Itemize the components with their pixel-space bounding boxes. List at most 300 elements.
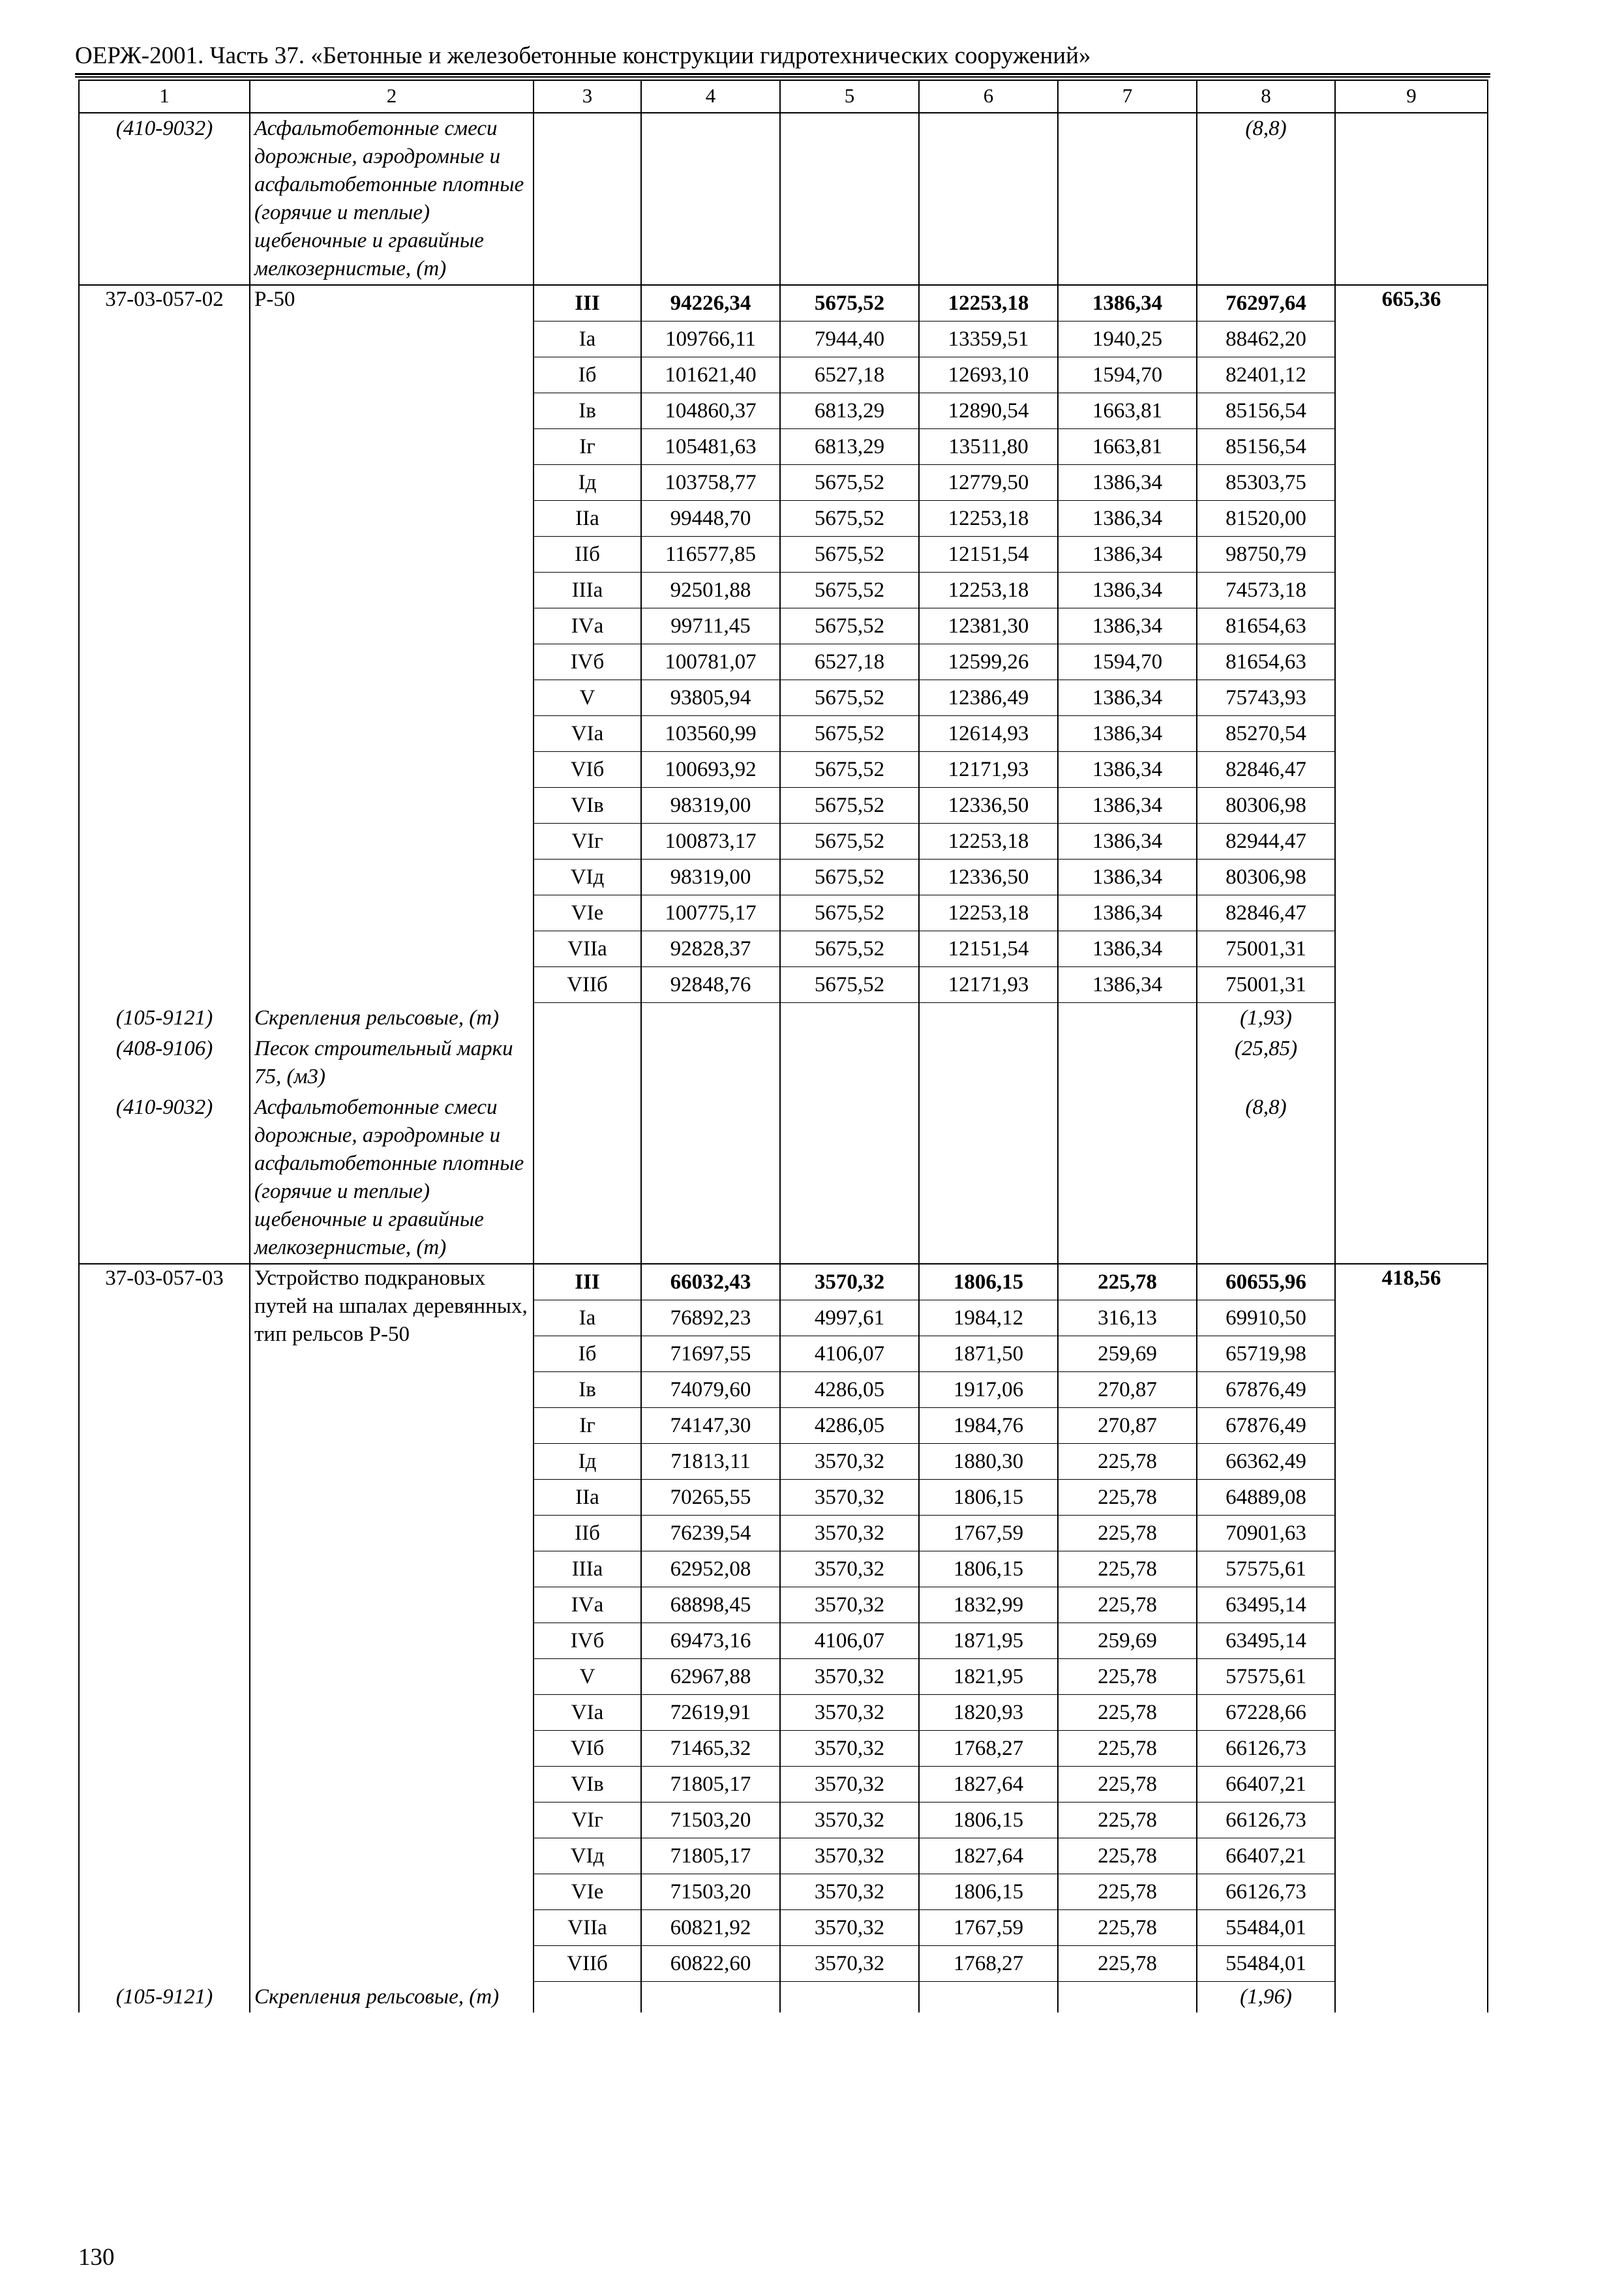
resource-quantity: (8,8) [1197,113,1335,285]
rates-table [78,80,1488,2012]
rate-value: 3570,32 [780,1910,919,1946]
zone-code: V [534,680,641,716]
zone-code: VIа [534,716,641,752]
rate-value: 12779,50 [919,465,1058,501]
rate-value: 1386,34 [1058,608,1197,644]
rate-value: 3570,32 [780,1731,919,1767]
zone-code: VIIа [534,931,641,967]
rate-value: 63495,14 [1197,1587,1335,1623]
rate-value: 66126,73 [1197,1874,1335,1910]
rate-value: 94226,34 [641,285,780,322]
column-number: 8 [1197,80,1335,113]
rate-value: 225,78 [1058,1874,1197,1910]
zone-code: VIг [534,1803,641,1838]
rate-value: 316,13 [1058,1300,1197,1336]
empty-cell [641,1092,780,1264]
rate-value: 7944,40 [780,322,919,357]
rate-value: 4286,05 [780,1372,919,1408]
rate-value: 5675,52 [780,285,919,322]
rate-value: 1767,59 [919,1910,1058,1946]
empty-cell [1058,1982,1197,2013]
rate-value: 1386,34 [1058,501,1197,537]
rate-value: 98319,00 [641,788,780,824]
rate-value: 259,69 [1058,1336,1197,1372]
rate-value: 1663,81 [1058,429,1197,465]
column-number: 9 [1335,80,1488,113]
rate-row [79,1264,1488,1300]
rate-value: 5675,52 [780,573,919,608]
rate-value: 1386,34 [1058,788,1197,824]
rate-value: 71813,11 [641,1444,780,1480]
rate-value: 69473,16 [641,1623,780,1659]
zone-code: IVб [534,644,641,680]
rate-value: 80306,98 [1197,788,1335,824]
rate-value: 5675,52 [780,465,919,501]
zone-code: Iв [534,393,641,429]
rate-value: 99448,70 [641,501,780,537]
rate-value: 81654,63 [1197,608,1335,644]
zone-code: III [534,1264,641,1300]
empty-cell [641,1003,780,1034]
empty-cell [1058,1003,1197,1034]
zone-code: VIIа [534,1910,641,1946]
rate-value: 105481,63 [641,429,780,465]
rate-value: 4106,07 [780,1336,919,1372]
rate-value: 3570,32 [780,1264,919,1300]
rate-value: 12386,49 [919,680,1058,716]
rate-value: 74147,30 [641,1408,780,1444]
column-number: 7 [1058,80,1197,113]
rate-value: 6527,18 [780,644,919,680]
rate-value: 12614,93 [919,716,1058,752]
rate-value: 85156,54 [1197,393,1335,429]
rate-value: 4106,07 [780,1623,919,1659]
zone-code: IIа [534,501,641,537]
zone-code: IIб [534,1516,641,1551]
rate-value: 225,78 [1058,1659,1197,1695]
rate-value: 1806,15 [919,1480,1058,1516]
column-number-row [79,80,1488,113]
rate-value: 6813,29 [780,429,919,465]
resource-quantity: (1,96) [1197,1982,1335,2013]
rate-value: 1984,12 [919,1300,1058,1336]
rate-value: 99711,45 [641,608,780,644]
rate-value: 5675,52 [780,716,919,752]
rate-value: 76239,54 [641,1516,780,1551]
rate-value: 1827,64 [919,1767,1058,1803]
rate-value: 12151,54 [919,537,1058,573]
rate-value: 71805,17 [641,1838,780,1874]
column-number: 3 [534,80,641,113]
rate-value: 76297,64 [1197,285,1335,322]
zone-code: Iб [534,357,641,393]
rate-value: 1594,70 [1058,644,1197,680]
rate-value: 55484,01 [1197,1910,1335,1946]
rate-value: 12253,18 [919,895,1058,931]
rate-value: 88462,20 [1197,322,1335,357]
rate-value: 5675,52 [780,931,919,967]
rate-value: 1386,34 [1058,824,1197,860]
resource-name: Скрепления рельсовые, (т) [250,1982,534,2013]
zone-code: VIд [534,860,641,895]
rate-value: 1386,34 [1058,573,1197,608]
rate-value: 3570,32 [780,1551,919,1587]
rate-value: 70265,55 [641,1480,780,1516]
rate-value: 225,78 [1058,1551,1197,1587]
position-code: 37-03-057-02 [79,285,250,1003]
zone-code: Iв [534,1372,641,1408]
rate-value: 1386,34 [1058,465,1197,501]
zone-code: VIд [534,1838,641,1874]
zone-code: VIб [534,752,641,788]
rate-value: 104860,37 [641,393,780,429]
rate-value: 12381,30 [919,608,1058,644]
rate-value: 66126,73 [1197,1803,1335,1838]
rate-value: 57575,61 [1197,1551,1335,1587]
page-header: ОЕРЖ-2001. Часть 37. «Бетонные и железобетонные конструкции гидротехнических сооружений» [75,42,1091,69]
zone-code: V [534,1659,641,1695]
rate-value: 76892,23 [641,1300,780,1336]
rate-value: 1806,15 [919,1264,1058,1300]
header-rule [75,73,1490,75]
labor-value: 418,56 [1335,1264,1488,1982]
rate-value: 100775,17 [641,895,780,931]
rate-value: 225,78 [1058,1516,1197,1551]
rate-value: 71465,32 [641,1731,780,1767]
rate-value: 75743,93 [1197,680,1335,716]
empty-cell [641,113,780,285]
rate-value: 71503,20 [641,1874,780,1910]
resource-code: (410-9032) [79,1092,250,1264]
rate-value: 60821,92 [641,1910,780,1946]
rate-value: 64889,08 [1197,1480,1335,1516]
rate-value: 1806,15 [919,1551,1058,1587]
rate-value: 98750,79 [1197,537,1335,573]
rate-value: 5675,52 [780,680,919,716]
rate-value: 12336,50 [919,860,1058,895]
rate-value: 12253,18 [919,573,1058,608]
rate-value: 82401,12 [1197,357,1335,393]
rate-value: 67228,66 [1197,1695,1335,1731]
zone-code: Iд [534,1444,641,1480]
rate-value: 5675,52 [780,537,919,573]
zone-code: Iб [534,1336,641,1372]
rate-value: 3570,32 [780,1695,919,1731]
rate-value: 66407,21 [1197,1767,1335,1803]
position-code: 37-03-057-03 [79,1264,250,1982]
rate-value: 1386,34 [1058,716,1197,752]
zone-code: VIе [534,1874,641,1910]
empty-cell [780,1034,919,1092]
resource-row [79,1982,1488,2013]
zone-code: VIа [534,1695,641,1731]
zone-code: IVб [534,1623,641,1659]
rate-value: 5675,52 [780,967,919,1003]
rate-value: 75001,31 [1197,931,1335,967]
rate-value: 12151,54 [919,931,1058,967]
zone-code: IIIа [534,573,641,608]
empty-cell [1335,1982,1488,2013]
rate-value: 1386,34 [1058,860,1197,895]
position-name: Р-50 [250,285,534,1003]
rate-value: 92501,88 [641,573,780,608]
position-name: Устройство подкрановых путей на шпалах деревянных, тип рельсов Р-50 [250,1264,534,1982]
resource-row [79,113,1488,285]
rate-value: 5675,52 [780,788,919,824]
rate-value: 3570,32 [780,1587,919,1623]
rate-value: 116577,85 [641,537,780,573]
rate-value: 1386,34 [1058,537,1197,573]
rate-value: 80306,98 [1197,860,1335,895]
rate-value: 12599,26 [919,644,1058,680]
rate-value: 3570,32 [780,1946,919,1982]
empty-cell [1335,113,1488,285]
rate-value: 1917,06 [919,1372,1058,1408]
resource-code: (105-9121) [79,1003,250,1034]
zone-code: IIIа [534,1551,641,1587]
rate-value: 1386,34 [1058,895,1197,931]
rate-value: 63495,14 [1197,1623,1335,1659]
rate-value: 225,78 [1058,1587,1197,1623]
rate-value: 4286,05 [780,1408,919,1444]
rate-value: 5675,52 [780,752,919,788]
empty-cell [1058,1034,1197,1092]
rate-value: 225,78 [1058,1838,1197,1874]
rate-value: 1768,27 [919,1946,1058,1982]
empty-cell [780,1092,919,1264]
rate-value: 66032,43 [641,1264,780,1300]
rate-value: 225,78 [1058,1264,1197,1300]
empty-cell [534,1003,641,1034]
rate-value: 4997,61 [780,1300,919,1336]
rate-value: 225,78 [1058,1480,1197,1516]
zone-code: Iг [534,1408,641,1444]
zone-code: Iг [534,429,641,465]
rate-value: 1386,34 [1058,967,1197,1003]
rate-value: 65719,98 [1197,1336,1335,1372]
resource-row [79,1092,1488,1264]
rate-value: 1871,50 [919,1336,1058,1372]
rate-value: 1386,34 [1058,680,1197,716]
rate-value: 12693,10 [919,357,1058,393]
resource-quantity: (25,85) [1197,1034,1335,1092]
rate-value: 1806,15 [919,1874,1058,1910]
resource-name: Скрепления рельсовые, (т) [250,1003,534,1034]
resource-name: Песок строительный марки 75, (м3) [250,1034,534,1092]
zone-code: VIг [534,824,641,860]
rate-value: 85270,54 [1197,716,1335,752]
rate-value: 5675,52 [780,501,919,537]
empty-cell [534,1092,641,1264]
empty-cell [534,1982,641,2013]
rate-value: 1386,34 [1058,752,1197,788]
rate-value: 74079,60 [641,1372,780,1408]
zone-code: IVа [534,1587,641,1623]
rate-value: 1940,25 [1058,322,1197,357]
zone-code: IIа [534,1480,641,1516]
rate-value: 3570,32 [780,1659,919,1695]
empty-cell [641,1034,780,1092]
rate-value: 75001,31 [1197,967,1335,1003]
rate-value: 12171,93 [919,752,1058,788]
empty-cell [919,1003,1058,1034]
rate-value: 3570,32 [780,1516,919,1551]
empty-cell [1335,1092,1488,1264]
rate-value: 1827,64 [919,1838,1058,1874]
rate-value: 57575,61 [1197,1659,1335,1695]
rate-value: 60822,60 [641,1946,780,1982]
rate-value: 3570,32 [780,1874,919,1910]
rate-value: 5675,52 [780,860,919,895]
rate-value: 225,78 [1058,1767,1197,1803]
rate-value: 100693,92 [641,752,780,788]
rate-value: 13511,80 [919,429,1058,465]
rate-value: 1594,70 [1058,357,1197,393]
rate-value: 12253,18 [919,824,1058,860]
rate-value: 3570,32 [780,1838,919,1874]
rate-value: 5675,52 [780,895,919,931]
rate-value: 66126,73 [1197,1731,1335,1767]
rate-value: 82846,47 [1197,752,1335,788]
rate-value: 225,78 [1058,1946,1197,1982]
rate-value: 68898,45 [641,1587,780,1623]
rate-value: 1880,30 [919,1444,1058,1480]
empty-cell [1058,1092,1197,1264]
column-number: 6 [919,80,1058,113]
rate-value: 55484,01 [1197,1946,1335,1982]
rate-value: 81520,00 [1197,501,1335,537]
rate-value: 1820,93 [919,1695,1058,1731]
rate-value: 6527,18 [780,357,919,393]
zone-code: IIб [534,537,641,573]
rate-value: 1386,34 [1058,285,1197,322]
rate-value: 3570,32 [780,1803,919,1838]
rate-value: 69910,50 [1197,1300,1335,1336]
zone-code: VIв [534,788,641,824]
zone-code: Iд [534,465,641,501]
rate-value: 3570,32 [780,1767,919,1803]
resource-row [79,1003,1488,1034]
column-number: 4 [641,80,780,113]
empty-cell [1335,1003,1488,1034]
rate-value: 60655,96 [1197,1264,1335,1300]
rate-value: 71503,20 [641,1803,780,1838]
rate-value: 1386,34 [1058,931,1197,967]
zone-code: III [534,285,641,322]
rate-value: 92828,37 [641,931,780,967]
rate-value: 70901,63 [1197,1516,1335,1551]
rate-value: 1832,99 [919,1587,1058,1623]
empty-cell [780,113,919,285]
rate-value: 100781,07 [641,644,780,680]
zone-code: Iа [534,322,641,357]
rate-value: 67876,49 [1197,1372,1335,1408]
rate-value: 109766,11 [641,322,780,357]
rate-value: 12171,93 [919,967,1058,1003]
resource-quantity: (1,93) [1197,1003,1335,1034]
header-rule-secondary [75,76,1490,78]
rate-value: 81654,63 [1197,644,1335,680]
rate-value: 62952,08 [641,1551,780,1587]
column-number: 2 [250,80,534,113]
zone-code: Iа [534,1300,641,1336]
rate-value: 62967,88 [641,1659,780,1695]
rate-value: 225,78 [1058,1731,1197,1767]
rate-value: 67876,49 [1197,1408,1335,1444]
rate-value: 5675,52 [780,824,919,860]
rate-value: 1821,95 [919,1659,1058,1695]
rate-value: 71805,17 [641,1767,780,1803]
rate-value: 100873,17 [641,824,780,860]
empty-cell [1335,1034,1488,1092]
rate-value: 1984,76 [919,1408,1058,1444]
rate-value: 12336,50 [919,788,1058,824]
rate-value: 5675,52 [780,608,919,644]
rate-value: 85303,75 [1197,465,1335,501]
rate-value: 1871,95 [919,1623,1058,1659]
rate-value: 1768,27 [919,1731,1058,1767]
empty-cell [780,1003,919,1034]
rate-value: 1767,59 [919,1516,1058,1551]
empty-cell [534,1034,641,1092]
resource-code: (105-9121) [79,1982,250,2013]
zone-code: VIIб [534,1946,641,1982]
resource-quantity: (8,8) [1197,1092,1335,1264]
zone-code: VIб [534,1731,641,1767]
zone-code: VIе [534,895,641,931]
rate-value: 1663,81 [1058,393,1197,429]
rate-value: 225,78 [1058,1910,1197,1946]
rate-value: 72619,91 [641,1695,780,1731]
labor-value: 665,36 [1335,285,1488,1003]
rate-value: 82944,47 [1197,824,1335,860]
empty-cell [919,1092,1058,1264]
rate-value: 101621,40 [641,357,780,393]
rate-value: 225,78 [1058,1695,1197,1731]
empty-cell [534,113,641,285]
rate-value: 12253,18 [919,285,1058,322]
empty-cell [641,1982,780,2013]
rate-value: 98319,00 [641,860,780,895]
rate-value: 270,87 [1058,1408,1197,1444]
empty-cell [919,1034,1058,1092]
rate-value: 93805,94 [641,680,780,716]
column-number: 1 [79,80,250,113]
empty-cell [919,1982,1058,2013]
rate-value: 12890,54 [919,393,1058,429]
rate-value: 270,87 [1058,1372,1197,1408]
rate-value: 6813,29 [780,393,919,429]
resource-row [79,1034,1488,1092]
empty-cell [780,1982,919,2013]
rate-value: 259,69 [1058,1623,1197,1659]
rate-value: 3570,32 [780,1480,919,1516]
rate-value: 74573,18 [1197,573,1335,608]
zone-code: IVа [534,608,641,644]
rate-value: 1806,15 [919,1803,1058,1838]
resource-name: Асфальтобетонные смеси дорожные, аэродромные и асфальтобетонные плотные (горячие и теплые) щебеночные и гравийные мелкозернистые, (т) [250,113,534,285]
page-number: 130 [78,2244,115,2271]
rate-value: 92848,76 [641,967,780,1003]
resource-code: (408-9106) [79,1034,250,1092]
zone-code: VIIб [534,967,641,1003]
column-number: 5 [780,80,919,113]
rate-value: 3570,32 [780,1444,919,1480]
empty-cell [919,113,1058,285]
rate-value: 66407,21 [1197,1838,1335,1874]
rate-value: 85156,54 [1197,429,1335,465]
zone-code: VIв [534,1767,641,1803]
